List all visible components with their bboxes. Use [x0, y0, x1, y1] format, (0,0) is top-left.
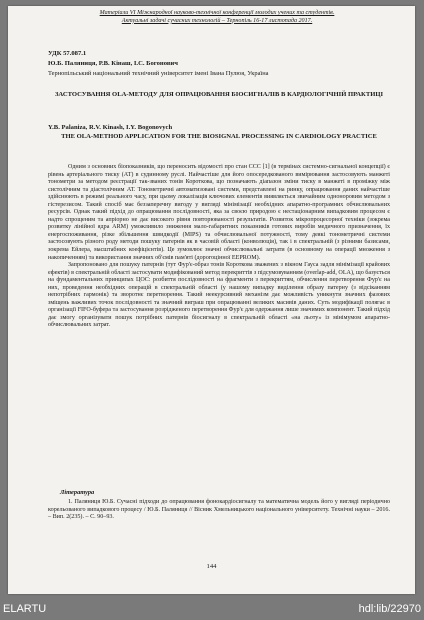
title-ua: ЗАСТОСУВАННЯ OLA-МЕТОДУ ДЛЯ ОПРАЦЮВАННЯ БІОСИГНАЛІВ В КАРДІОЛОГІЧНІЙ ПРАКТИЦІ	[54, 91, 384, 98]
document-page	[8, 6, 415, 594]
paragraph: Запропоновано для пошуку патернів (тут Фур'є-образ тонів Короткова зважених з вікном Гауса задля мінімізації крайових ефектів) в спектральній області застосувати модифікований метод перекриттів з підсумовуванням (overlap-add, OLA), що базується на фундаментальних принципах ЦОС: розбиття послідовності на фрагменти з перекриттям, обчислення перетворення Фур'є на них, проведення необхідних операцій в спектральній області (у нашому випадку виділення образу патерну (з відсіканням непотрібних гармонік) та зворотнє перетворення. Такий неекурсивний механізм дає можливість уникнути значних фазових зміщень важливих точок послідовності та значний виграш при опрацюванні великих масивів даних. Суть модифікації полягає в організації FIFO-буфера та застосування розрідженого перетворення Фур'є для одержання лише значимих компонент. Такий підхід дає змогу організувати пошук потрібних патернів біосигналу в спектральній області «на льоту» із мінімумом апаратно-обчислювальних затрат.	[48, 262, 390, 329]
reference-item: 1. Паляниця Ю.Б. Сучасні підходи до опрацювання фонокардіосигналу та математична модель його у вигляді періодично корельованого випадкового процесу / Ю.Б. Паляниця // Вісник Хмельницького національного університету. Технічні науки – 2016. – Вип. 2(235). – С. 90–93.	[48, 499, 390, 521]
header-line-2: Актуальні задачі сучасних технологій – Тернопіль 16-17 листопада 2017.	[121, 17, 313, 24]
paragraph: Одним з основних біопоказників, що переносить відомості про стан ССС [1] (в термінах системно-сигнальної концепції) є рівень артеріального тиску (АТ) в судинному руслі. Найчастіше для його опосередкованого вимірювання застосовують манжеті тонометри за методом реєстрації так-званих тонів Короткова, що позначають діапазон зміни тиску в манжеті в проміжку між систолічним та діастолічним АТ. Тонометричні автоматизовані системи, представлені на ринку, опрацювання даних найчастіше здійснюють в режимі реального часу, при цьому локалізація ключових елементів виявляється звичайним одноноровим методом з гістерезисом. Такий спосіб має беззаперечну вигоду у вигляді мінімізації необхідних апаратно-програмних обчислювальних ресурсів. Однак такий підхід до опрацювання послідовності, яка за своєю природою є нестаціонарним випадковим процесом є надто спрощеним та апріорно не дає високого рівня повторюваності результатів. Розвиток мікропроцесорної техніки (зокрема розвитку лінійної ядра ARM) уможливило зниження мало-габаритних показників готових виробів медичного призначення, їх енергоспоживання, різке збільшення швидкодії (MIPS) та обчислювальної потужності, тому деякі тонометричні системи застосовують різного роду методи пошуку патернів як в часовій області (конволюція), так і в спектральній (з різними базисами, зокрема Ейлера, масштабних коефіцієнтів). Це зумовлює значні обчислювальні затрати (в основному на операції множення з накопиченням) та використання значних об'ємів пам'яті (дорогоцінної EEPROM).	[48, 164, 390, 261]
body-text	[48, 164, 390, 330]
page-number: 144	[206, 563, 217, 570]
literature-heading: Література	[60, 489, 95, 496]
handle-link[interactable]: hdl:lib/22970	[358, 603, 421, 615]
authors-ua: Ю.Б. Паляниця, Р.В. Кінаш, І.С. Богонович	[48, 60, 178, 67]
title-en: THE OLA-METHOD APPLICATION FOR THE BIOSIGNAL PROCESSING IN CARDIOLOGY PRACTICE	[61, 133, 377, 140]
affiliation: Тернопільський національний технічний університет імені Івана Пулюя, Україна	[48, 70, 269, 77]
udc-code: УДК 57.087.1	[48, 50, 87, 57]
header-line-1: Матеріали VI Міжнародної науково-технічної конференції молодих учених та студентів.	[99, 10, 335, 16]
authors-en: Y.B. Palaniza, R.V. Kinash, I.Y. Bogonovych	[48, 124, 173, 131]
running-header	[46, 10, 388, 25]
repository-label: ELARTU	[3, 603, 47, 615]
